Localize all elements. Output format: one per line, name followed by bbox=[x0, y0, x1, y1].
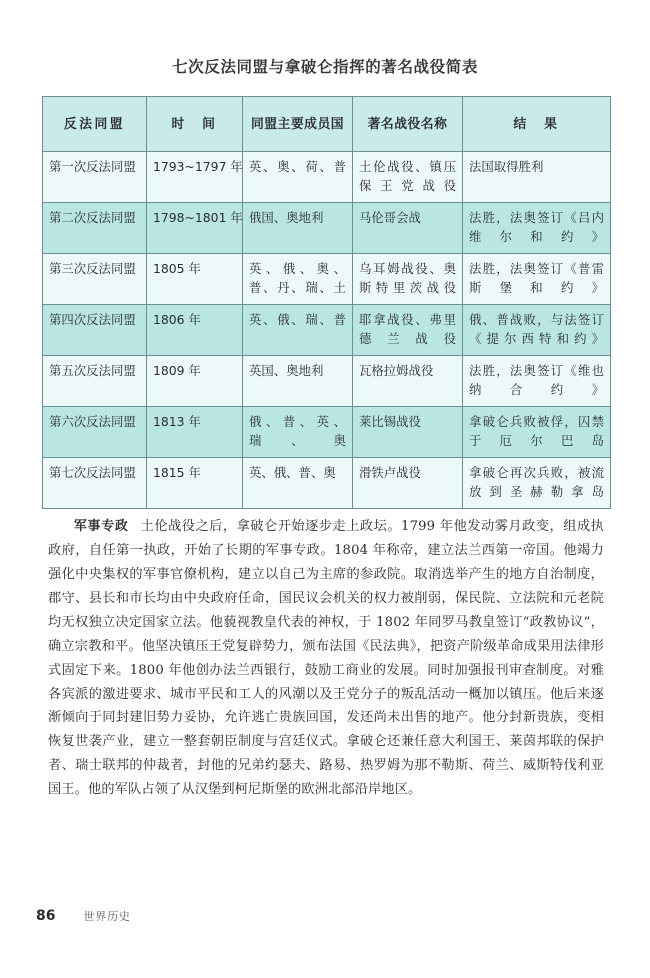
table-row bbox=[43, 407, 611, 458]
article-paragraph bbox=[48, 515, 604, 802]
article-body-text: 土伦战役之后，拿破仑开始逐步走上政坛。1799 年他发动雾月政变，组成执政府，自任第一执政，开始了长期的军事专政。1804 年称帝，建立法兰西第一帝国。他竭力强化中央集权的军事官僚机构，建立以自己为主席的参政院。取消选举产生的地方自治制度，郡守、县长和市长均由中央政府任命，国民议会机关的权力被削弱，保民院、立法院和元老院均无权独立决定国家立法。他藐视教皇代表的神权，于 1802 年同罗马教皇签订“政教协议”，确立宗教和平。他坚决镇压王党复辟势力，颁布法国《民法典》，把资产阶级革命成果用法律形式固定下来。1800 年他创办法兰西银行，鼓励工商业的发展。同时加强报刊审查制度。对雅各宾派的激进要求、城市平民和工人的风潮以及王党分子的叛乱活动一概加以镇压。他后来逐渐倾向于同封建旧势力妥协，允许逃亡贵族回国，发还尚未出售的地产。他分封新贵族，变相恢复世袭产业，建立一整套朝臣制度与宫廷仪式。拿破仑还兼任意大利国王、莱茵邦联的保护者、瑞士联邦的仲裁者，封他的兄弟约瑟夫、路易、热罗姆为那不勒斯、荷兰、威斯特伐利亚国王。他的军队占领了从汉堡到柯尼斯堡的欧洲北部沿岸地区。 bbox=[48, 519, 604, 798]
cell-time: 1815 年 bbox=[147, 458, 243, 509]
cell-coalition: 第三次反法同盟 bbox=[43, 254, 147, 305]
cell-result: 法胜，法奥签订《维也纳合约》 bbox=[463, 356, 611, 407]
book-title: 世界历史 bbox=[83, 910, 131, 923]
table-row bbox=[43, 356, 611, 407]
page-number: 86 bbox=[36, 908, 56, 924]
cell-members: 英国、奥地利 bbox=[243, 356, 353, 407]
cell-time: 1798~1801 年 bbox=[147, 203, 243, 254]
cell-battles: 马伦哥会战 bbox=[353, 203, 463, 254]
cell-result: 拿破仑兵败被俘，囚禁于厄尔巴岛 bbox=[463, 407, 611, 458]
cell-members: 俄、普、英、瑞、奥 bbox=[243, 407, 353, 458]
cell-members: 英、俄、奥、普、丹、瑞、土 bbox=[243, 254, 353, 305]
battles-table-container bbox=[42, 96, 610, 509]
table-row bbox=[43, 305, 611, 356]
table-row bbox=[43, 203, 611, 254]
table-row bbox=[43, 152, 611, 203]
column-header-coalition: 反法同盟 bbox=[43, 97, 147, 152]
cell-battles: 莱比锡战役 bbox=[353, 407, 463, 458]
cell-battles: 土伦战役、镇压保王党战役 bbox=[353, 152, 463, 203]
battles-table bbox=[42, 96, 611, 509]
table-row bbox=[43, 458, 611, 509]
cell-members: 英、奥、荷、普 bbox=[243, 152, 353, 203]
cell-battles: 乌耳姆战役、奥斯特里茨战役 bbox=[353, 254, 463, 305]
cell-time: 1806 年 bbox=[147, 305, 243, 356]
column-header-time: 时 间 bbox=[147, 97, 243, 152]
cell-coalition: 第六次反法同盟 bbox=[43, 407, 147, 458]
article-lead-heading: 军事专政 bbox=[74, 519, 129, 535]
cell-coalition: 第一次反法同盟 bbox=[43, 152, 147, 203]
cell-coalition: 第五次反法同盟 bbox=[43, 356, 147, 407]
page-footer bbox=[36, 908, 131, 924]
cell-result: 法国取得胜利 bbox=[463, 152, 611, 203]
cell-battles: 滑铁卢战役 bbox=[353, 458, 463, 509]
cell-time: 1809 年 bbox=[147, 356, 243, 407]
cell-members: 英、俄、普、奥 bbox=[243, 458, 353, 509]
cell-result: 拿破仑再次兵败，被流放到圣赫勒拿岛 bbox=[463, 458, 611, 509]
page-title: 七次反法同盟与拿破仑指挥的著名战役简表 bbox=[172, 58, 478, 76]
cell-time: 1813 年 bbox=[147, 407, 243, 458]
column-header-result: 结 果 bbox=[463, 97, 611, 152]
cell-members: 俄国、奥地利 bbox=[243, 203, 353, 254]
table-row bbox=[43, 254, 611, 305]
cell-coalition: 第四次反法同盟 bbox=[43, 305, 147, 356]
cell-result: 俄、普战败，与法签订《提尔西特和约》 bbox=[463, 305, 611, 356]
cell-coalition: 第二次反法同盟 bbox=[43, 203, 147, 254]
cell-members: 英、俄、瑞、普 bbox=[243, 305, 353, 356]
column-header-battles: 著名战役名称 bbox=[353, 97, 463, 152]
column-header-members: 同盟主要成员国 bbox=[243, 97, 353, 152]
table-header-row bbox=[43, 97, 611, 152]
cell-time: 1805 年 bbox=[147, 254, 243, 305]
cell-result: 法胜，法奥签订《吕内维尔和约》 bbox=[463, 203, 611, 254]
cell-result: 法胜，法奥签订《普雷斯堡和约》 bbox=[463, 254, 611, 305]
cell-time: 1793~1797 年 bbox=[147, 152, 243, 203]
cell-coalition: 第七次反法同盟 bbox=[43, 458, 147, 509]
cell-battles: 瓦格拉姆战役 bbox=[353, 356, 463, 407]
cell-battles: 耶拿战役、弗里德兰战役 bbox=[353, 305, 463, 356]
